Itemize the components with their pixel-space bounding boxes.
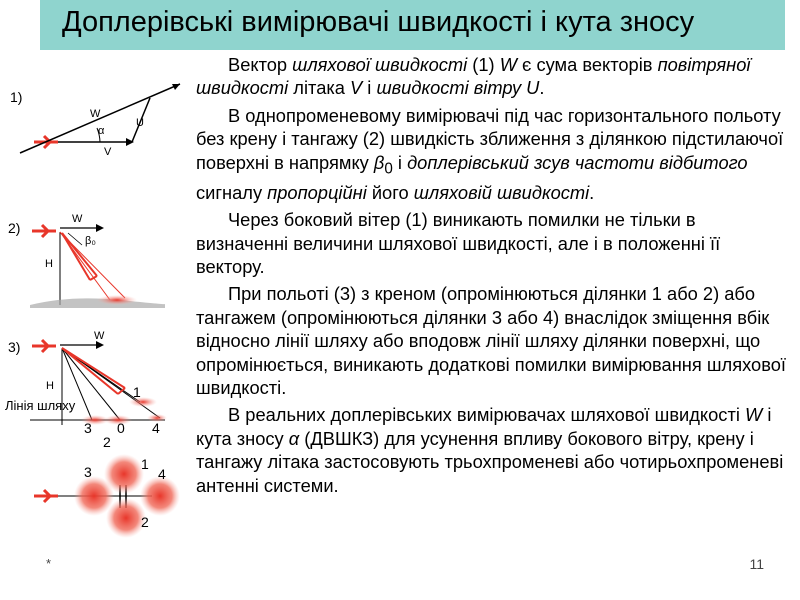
airplane-icon xyxy=(32,340,56,352)
fig3-spot-4: 4 xyxy=(152,420,160,436)
fig2-w-label: W xyxy=(72,213,83,225)
text-segment: . xyxy=(589,181,595,203)
fig1-alpha-label: α xyxy=(98,125,105,137)
text-segment: Через боковий вітер (1) виникають помилки не тільки в визначенні величини шляхової швидкості, але і в положенні її вектору. xyxy=(196,209,721,277)
text-segment: повітряної швидкості xyxy=(196,54,751,99)
slide-title: Доплерівські вимірювачі швидкості і кута зносу xyxy=(62,6,695,38)
text-segment: є сума векторів xyxy=(516,54,658,75)
airplane-icon xyxy=(32,225,56,237)
text-segment: шляховій швидкості xyxy=(413,181,590,203)
fig1-w-label: W xyxy=(90,108,101,120)
fig3-spot-1: 1 xyxy=(133,384,141,400)
text-segment: пропорційні xyxy=(267,181,367,203)
fig2-h-label: H xyxy=(45,258,53,270)
fig2-number: 2) xyxy=(8,220,21,236)
text-segment: і xyxy=(362,77,377,99)
text-segment: W xyxy=(744,404,763,426)
text-segment: В однопроменевому вимірювачі під час горизонтального польоту без крену і тангажу (2) швидкість зближення з ділянкою підстилаючої поверхні в напрямку xyxy=(196,104,784,173)
text-segment: і xyxy=(392,151,408,173)
text-segment: Вектор xyxy=(228,54,293,75)
fig1-number: 1) xyxy=(10,89,23,105)
fig3-spot-0: 0 xyxy=(117,420,125,436)
text-segment: і кута зносу xyxy=(196,404,772,449)
airplane-icon xyxy=(34,490,58,502)
fig3-h-label: H xyxy=(46,380,54,392)
text-segment: V xyxy=(350,77,363,99)
text-segment: (ДВШКЗ) для усунення впливу бокового вітру, крену і тангажу літака застосовують трьохпроменеві або чотирьохпроменеві антенні системи. xyxy=(196,427,784,496)
text-segment: 0 xyxy=(384,160,393,178)
fig4-spot-1: 1 xyxy=(141,456,149,472)
text-segment: . xyxy=(539,77,545,99)
fig3-w-label: W xyxy=(94,330,105,342)
fig4-spot-4: 4 xyxy=(158,466,166,482)
text-segment: шляхової швидкості xyxy=(292,54,468,75)
text-segment: його xyxy=(366,181,414,203)
path-line-label: Лінія шляху xyxy=(5,398,76,413)
fig1-u-label: U xyxy=(136,117,144,129)
text-segment: В реальних доплерівських вимірювачах шляхової швидкості xyxy=(228,404,745,426)
fig3-number: 3) xyxy=(8,339,21,355)
text-segment: (1) xyxy=(467,54,500,75)
text-segment: сигналу xyxy=(196,181,268,203)
fig3-spot-3: 3 xyxy=(84,420,92,436)
footer-star: * xyxy=(46,556,52,571)
fig1-v-label: V xyxy=(104,146,112,158)
fig4-spot-2: 2 xyxy=(141,514,149,530)
fig2-beta-label: β₀ xyxy=(85,235,96,247)
text-segment: W xyxy=(499,54,517,75)
fig3-spot-2: 2 xyxy=(103,434,111,450)
text-segment: При польоті (3) з креном (опромінюються ділянки 1 або 2) або тангажем (опромінюються ділянки 3 або 4) внаслідок зміщення вбік відносно лінії шляху або вподовж лінії шляху ділянки поверхні, що опромінюється, виникають додаткові помилки вимірювання шляхової швидкості. xyxy=(196,283,786,398)
text-segment: швидкості вітру U xyxy=(376,77,540,99)
text-segment: α xyxy=(288,427,300,449)
text-segment: доплерівський зсув частоти відбитого xyxy=(407,151,748,173)
text-segment: β xyxy=(373,151,385,173)
text-segment: літака xyxy=(288,77,351,99)
fig4-spot-3: 3 xyxy=(84,464,92,480)
page-number: 11 xyxy=(749,556,764,572)
